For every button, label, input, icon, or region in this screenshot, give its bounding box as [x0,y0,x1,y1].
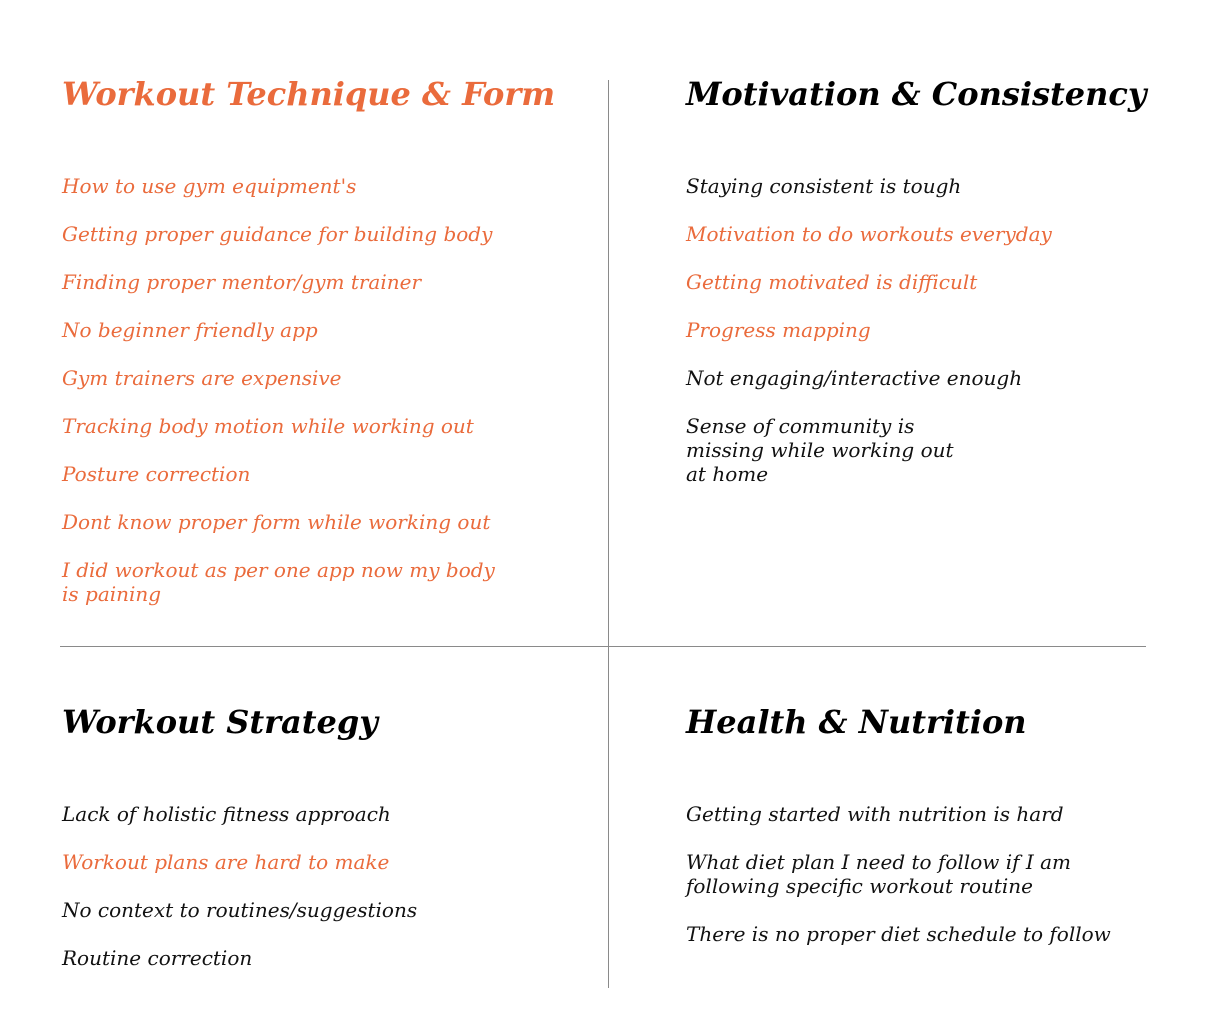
sticky-note-item: Getting proper guidance for building body [62,222,493,246]
sticky-note-item: No beginner friendly app [62,318,318,342]
sticky-note-item: Sense of community is missing while working out at home [686,414,954,486]
quadrant-workout-strategy [62,700,562,994]
sticky-note-item: Progress mapping [686,318,871,342]
sticky-note-item: Not engaging/interactive enough [686,366,1023,390]
sticky-note-item: Getting started with nutrition is hard [686,802,1064,826]
quadrant-title: Workout Technique & Form [62,75,556,113]
sticky-note-item: There is no proper diet schedule to follow [686,922,1111,946]
sticky-note-item: Tracking body motion while working out [62,414,474,438]
sticky-note-item: Staying consistent is tough [686,174,962,198]
quadrant-title: Motivation & Consistency [686,75,1147,113]
quadrant-title: Health & Nutrition [686,703,1027,741]
quadrant-items [62,174,562,606]
quadrant-workout-technique-form [62,72,562,630]
sticky-note-item: Gym trainers are expensive [62,366,342,390]
sticky-note-item: Dont know proper form while working out [62,510,491,534]
sticky-note-item: I did workout as per one app now my body is paining [62,558,495,606]
quadrant-items [686,174,1166,486]
quadrant-items [686,802,1166,946]
vertical-divider [608,80,609,988]
sticky-note-item: No context to routines/suggestions [62,898,418,922]
quadrant-health-nutrition [686,700,1166,970]
sticky-note-item: Posture correction [62,462,251,486]
sticky-note-item: Getting motivated is difficult [686,270,978,294]
quadrant-items [62,802,562,970]
sticky-note-item: Motivation to do workouts everyday [686,222,1052,246]
quadrant-motivation-consistency [686,72,1166,510]
sticky-note-item: Lack of holistic fitness approach [62,802,391,826]
sticky-note-item: How to use gym equipment's [62,174,357,198]
sticky-note-item: Workout plans are hard to make [62,850,390,874]
horizontal-divider [60,646,1146,647]
sticky-note-item: Routine correction [62,946,253,970]
sticky-note-item: Finding proper mentor/gym trainer [62,270,422,294]
quadrant-title: Workout Strategy [62,703,378,741]
sticky-note-item: What diet plan I need to follow if I am following specific workout routine [686,850,1072,898]
